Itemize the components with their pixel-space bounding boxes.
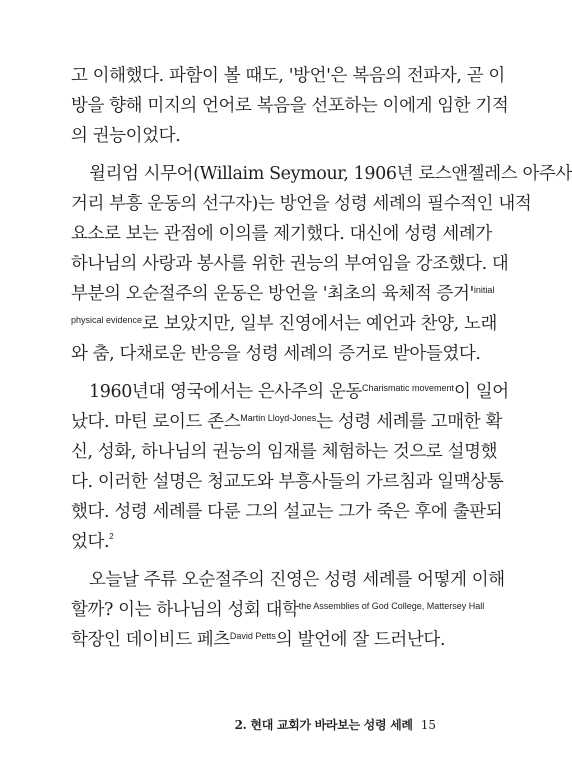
paragraph-line (71, 310, 497, 338)
korean-text: 는 성령 세례를 고매한 확 (316, 412, 502, 432)
paragraph-line: 거리 부흥 운동의 선구자)는 방언을 성령 세례의 필수적인 내적 (71, 194, 532, 214)
paragraph-line: 의 권능이었다. (71, 126, 181, 146)
paragraph-line: 다. 이러한 설명은 청교도와 부흥사들의 가르침과 일맥상통 (71, 472, 504, 492)
korean-text: 1960년대 영국에서는 은사주의 운동 (89, 382, 362, 402)
paragraph-line (71, 528, 436, 556)
english-gloss: Charismatic movement (362, 383, 455, 393)
korean-text: 로 보았지만, 일부 진영에서는 예언과 찬양, 노래 (142, 314, 497, 334)
paragraph-line: 오늘날 주류 오순절주의 진영은 성령 세례를 어떻게 이해 (89, 570, 505, 590)
paragraph-line (71, 280, 495, 308)
english-gloss: the Assemblies of God College, Mattersey Hall (298, 601, 485, 611)
paragraph-line: 와 춤, 다채로운 반응을 성령 세례의 증거로 받아들였다. (71, 344, 481, 364)
paragraph-line (71, 408, 502, 436)
footnote-marker[interactable]: 2 (109, 532, 114, 541)
paragraph-line: 했다. 성령 세례를 다룬 그의 설교는 그가 죽은 후에 출판되 (71, 502, 503, 522)
korean-text: 었다. (71, 532, 110, 552)
english-gloss: physical evidence (71, 315, 143, 325)
korean-text: 부분의 오순절주의 운동은 방언을 '최초의 육체적 증거' (71, 284, 474, 304)
paragraph-line (89, 378, 509, 406)
korean-text: 이 일어 (454, 382, 509, 402)
paragraph-line (71, 596, 485, 624)
paragraph-line: 요소로 보는 관점에 이의를 제기했다. 대신에 성령 세례가 (71, 224, 492, 244)
paragraph-line: 하나님의 사랑과 봉사를 위한 권능의 부여임을 강조했다. 대 (71, 254, 509, 274)
paragraph-line: 신, 성화, 하나님의 권능의 임재를 체험하는 것으로 설명했 (71, 442, 498, 462)
page-number: 15 (420, 718, 436, 732)
korean-text: 할까? 이는 하나님의 성회 대학 (71, 600, 299, 620)
paragraph-line: 고 이해했다. 파함이 볼 때도, '방언'은 복음의 전파자, 곧 이 (71, 66, 505, 86)
english-gloss: Martin Lloyd-Jones (240, 413, 317, 423)
english-gloss: David Petts (229, 631, 276, 641)
paragraph-line (71, 626, 446, 654)
korean-text: 났다. 마틴 로이드 존스 (71, 412, 241, 432)
korean-text: 학장인 데이비드 페츠 (71, 630, 230, 650)
korean-text: 의 발언에 잘 드러난다. (275, 630, 446, 650)
paragraph-line: 윌리엄 시무어(Willaim Seymour, 1906년 로스앤젤레스 아주사 (89, 164, 572, 184)
paragraph-line: 방을 향해 미지의 언어로 복음을 선포하는 이에게 임한 기적 (71, 96, 509, 116)
chapter-title: 2. 현대 교회가 바라보는 성령 세례 (234, 718, 413, 732)
english-gloss: initial (473, 285, 495, 295)
page-footer (235, 716, 436, 733)
